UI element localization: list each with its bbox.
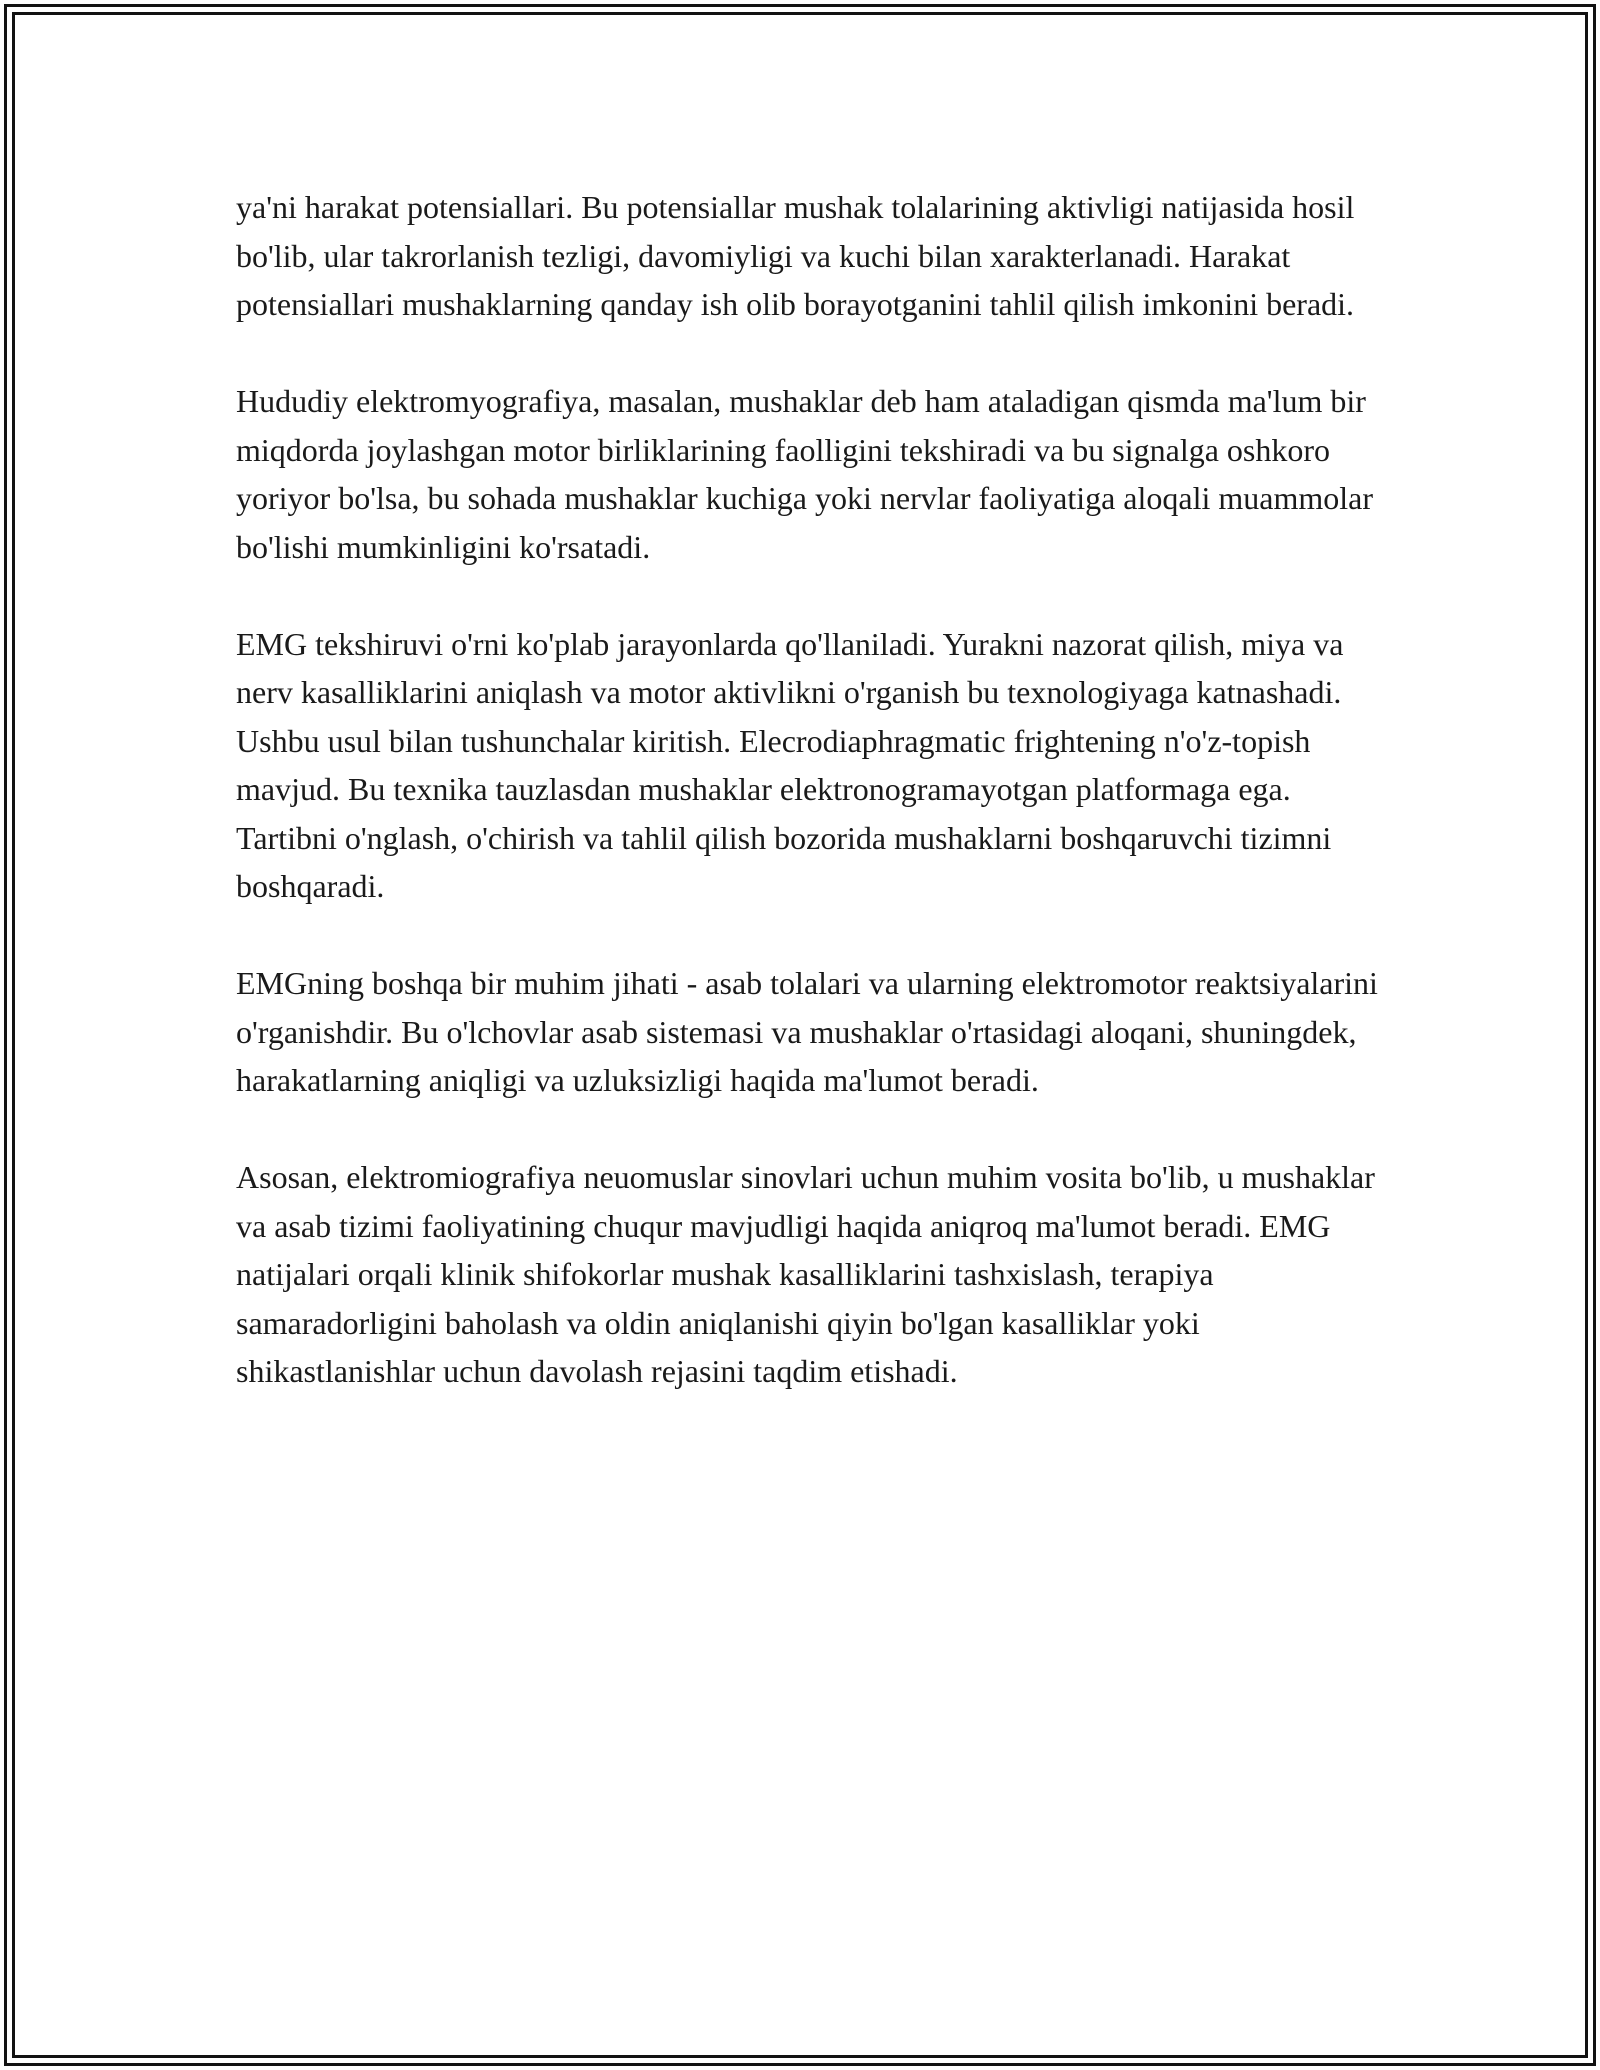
document-body xyxy=(236,183,1386,1396)
paragraph-4: EMGning boshqa bir muhim jihati - asab tolalari va ularning elektromotor reaktsiyalarini o'rganishdir. Bu o'lchovlar asab sistemasi va mushaklar o'rtasidagi aloqani, shuningdek, harakatlarning aniqligi va uzluksizligi haqida ma'lumot beradi. xyxy=(236,965,1378,1098)
paragraph-1: ya'ni harakat potensiallari. Bu potensiallar mushak tolalarining aktivligi natijasida hosil bo'lib, ular takrorlanish tezligi, davomiyligi va kuchi bilan xarakterlanadi. Harakat potensiallari mushaklarning qanday ish olib borayotganini tahlil qilish imkonini beradi. xyxy=(236,189,1355,322)
paragraph-2: Hududiy elektromyografiya, masalan, mushaklar deb ham ataladigan qismda ma'lum bir miqdorda joylashgan motor birliklarining faolligini tekshiradi va bu signalga oshkoro yoriyor bo'lsa, bu sohada mushaklar kuchiga yoki nervlar faoliyatiga aloqali muammolar bo'lishi mumkinligini ko'rsatadi. xyxy=(236,383,1373,565)
paragraph-3: EMG tekshiruvi o'rni ko'plab jarayonlarda qo'llaniladi. Yurakni nazorat qilish, miya va nerv kasalliklarini aniqlash va motor aktivlikni o'rganish bu texnologiyaga katnashadi. Ushbu usul bilan tushunchalar kiritish. Elecrodiaphragmatic frightening n'o'z-topish mavjud. Bu texnika tauzlasdan mushaklar elektronogramayotgan platformaga ega. Tartibni o'nglash, o'chirish va tahlil qilish bozorida mushaklarni boshqaruvchi tizimni boshqaradi. xyxy=(236,625,1344,904)
paragraph-5: Asosan, elektromiografiya neuomuslar sinovlari uchun muhim vosita bo'lib, u mushaklar va asab tizimi faoliyatining chuqur mavjudligi haqida aniqroq ma'lumot beradi. EMG natijalari orqali klinik shifokorlar mushak kasalliklarini tashxislash, terapiya samaradorligini baholash va oldin aniqlanishi qiyin bo'lgan kasalliklar yoki shikastlanishlar uchun davolash rejasini taqdim etishadi. xyxy=(236,1159,1375,1389)
